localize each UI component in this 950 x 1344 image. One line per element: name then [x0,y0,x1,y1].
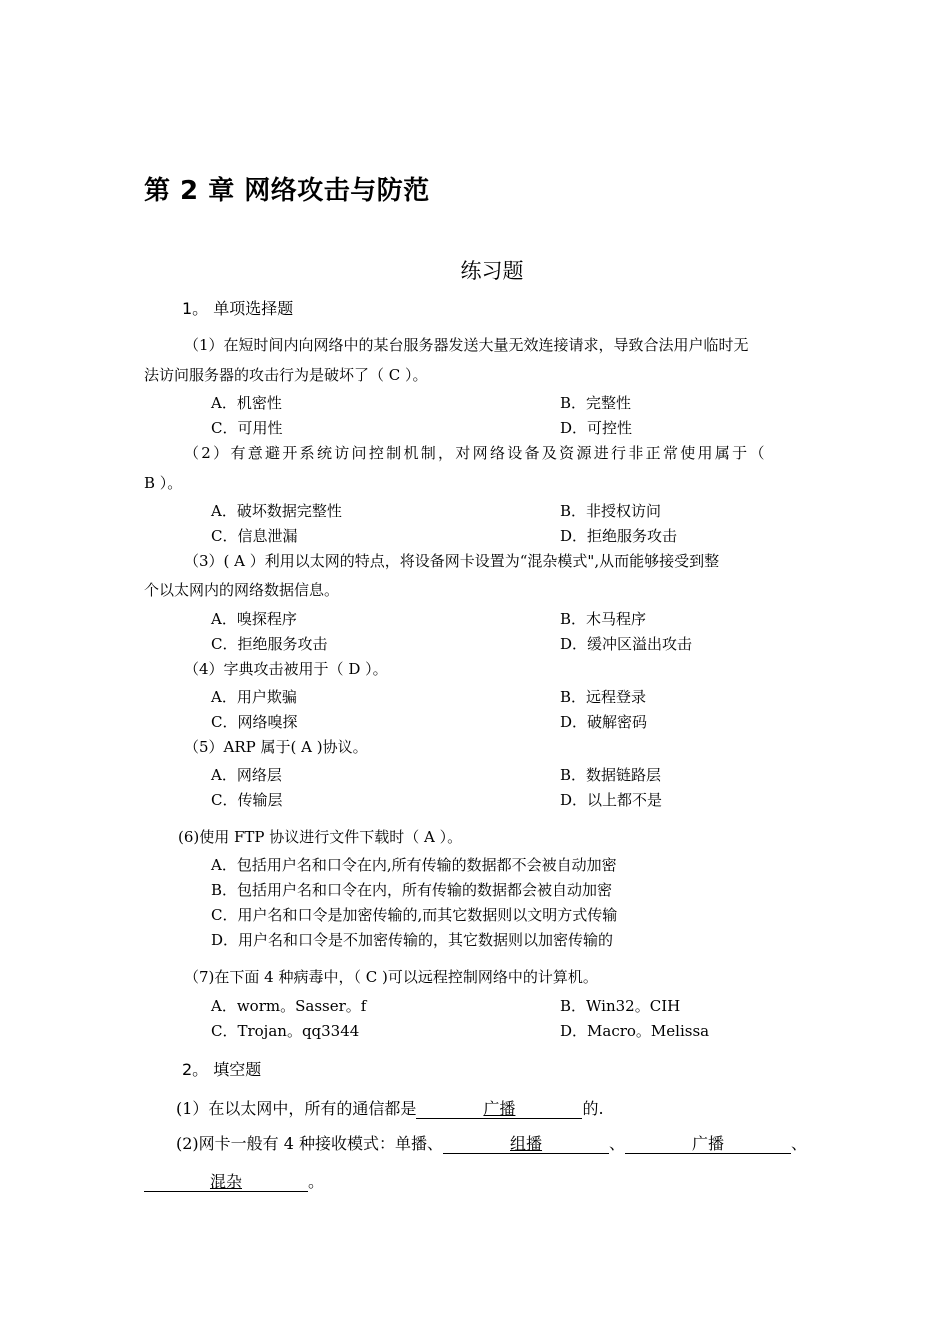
section-heading-fill-blank: 2。 填空题 [182,1060,262,1079]
question-1-option-b: B．完整性 [560,394,632,412]
fill-question-1 [176,1096,604,1119]
question-2-line-1: （2）有意避开系统访问控制机制，对网络设备及资源进行非正常使用属于（ [184,444,767,462]
question-3-option-d: D．缓冲区溢出攻击 [560,635,693,653]
question-3-option-c: C．拒绝服务攻击 [211,635,328,653]
question-1-line-1: （1）在短时间内向网络中的某台服务器发送大量无效连接请求，导致合法用户临时无 [184,336,749,354]
question-2-option-a: A．破坏数据完整性 [211,502,342,520]
chapter-title: 第 2 章 网络攻击与防范 [144,176,430,206]
question-7-line-1: （7)在下面 4 种病毒中，（ C )可以远程控制网络中的计算机。 [184,968,598,986]
question-3-line-1: （3）( A ）利用以太网的特点，将设备网卡设置为“混杂模式",从而能够接受到整 [184,552,720,570]
question-5-option-d: D．以上都不是 [560,791,663,809]
question-1-line-2: 法访问服务器的攻击行为是破坏了（ C ）。 [144,366,428,384]
question-6-option-a: A．包括用户名和口令在内,所有传输的数据都不会被自动加密 [211,856,617,874]
question-7-option-c: C．Trojan。qq3344 [211,1022,360,1040]
question-7-option-b: B．Win32。CIH [560,997,681,1015]
question-1-option-d: D．可控性 [560,419,633,437]
fill-question-2-blank-1 [443,1134,609,1154]
question-6-option-c: C．用户名和口令是加密传输的,而其它数据则以文明方式传输 [211,906,618,924]
fill-question-1-suffix: 的. [582,1099,604,1118]
question-3-option-a: A．嗅探程序 [211,610,297,628]
fill-question-2-answer-1: 组播 [510,1134,543,1153]
fill-question-2-blank-3 [144,1172,308,1192]
question-1-option-a: A．机密性 [211,394,282,412]
question-2-line-2: B ）。 [144,474,183,492]
question-2-option-c: C．信息泄漏 [211,527,298,545]
question-4-option-c: C．网络嗅探 [211,713,298,731]
exercise-title: 练习题 [460,259,524,283]
question-1-option-c: C．可用性 [211,419,283,437]
question-2-option-b: B．非授权访问 [560,502,662,520]
fill-question-1-prefix: (1）在以太网中，所有的通信都是 [176,1099,417,1118]
question-2-option-d: D．拒绝服务攻击 [560,527,678,545]
question-4-option-a: A．用户欺骗 [211,688,297,706]
fill-question-2-separator-1: 、 [609,1134,626,1153]
fill-question-2-blank-2 [625,1134,791,1154]
fill-question-2-answer-3: 混杂 [209,1172,242,1191]
fill-question-2 [176,1131,807,1154]
question-5-option-c: C．传输层 [211,791,283,809]
fill-question-2-continued [144,1169,324,1192]
section-heading-single-choice: 1。 单项选择题 [182,299,294,318]
question-6-option-d: D．用户名和口令是不加密传输的，其它数据则以加密传输的 [211,931,614,949]
fill-question-2-prefix: (2)网卡一般有 4 种接收模式：单播、 [176,1134,444,1153]
question-3-option-b: B．木马程序 [560,610,647,628]
question-7-option-d: D．Macro。Melissa [560,1022,710,1040]
question-7-option-a: A．worm。Sasser。f [211,997,367,1015]
question-6-line-1: (6)使用 FTP 协议进行文件下载时（ A ）。 [178,828,463,846]
question-4-line-1: （4）字典攻击被用于（ D ）。 [184,660,388,678]
question-5-line-1: （5）ARP 属于( A )协议。 [184,738,368,756]
fill-question-2-answer-2: 广播 [692,1134,725,1153]
fill-question-2-separator-2: 、 [791,1134,808,1153]
question-3-line-2: 个以太网内的网络数据信息。 [144,581,340,599]
question-4-option-b: B．远程登录 [560,688,647,706]
fill-question-1-blank [416,1099,582,1119]
question-5-option-b: B．数据链路层 [560,766,662,784]
question-4-option-d: D．破解密码 [560,713,648,731]
fill-question-1-answer: 广播 [483,1099,516,1118]
fill-question-2-suffix: 。 [308,1172,325,1191]
question-5-option-a: A．网络层 [211,766,282,784]
question-6-option-b: B．包括用户名和口令在内，所有传输的数据都会被自动加密 [211,881,613,899]
